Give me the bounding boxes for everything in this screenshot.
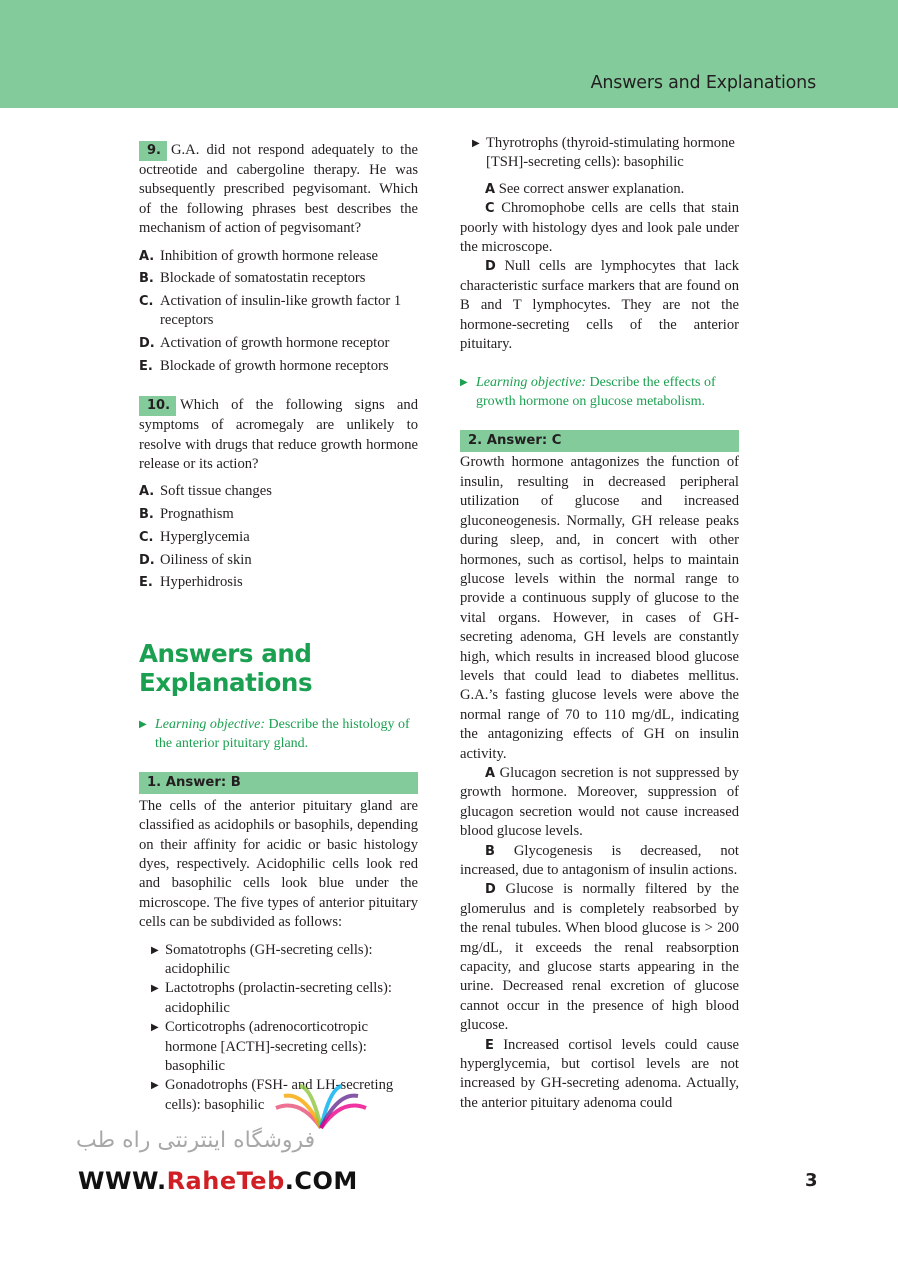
question-9-text: G.A. did not respond adequately to the octreotide and cabergoline therapy. He was subsequently prescribed pegvisomant. Which of the following phrases best describes the mechanism of action of pegvisomant? bbox=[139, 142, 418, 237]
triangle-bullet-icon: ▶ bbox=[151, 983, 159, 995]
section-title-line-1: Answers and bbox=[139, 638, 312, 668]
explanation-b: B Glycogenesis is decreased, not increased, due to antagonism of insulin actions. bbox=[460, 842, 739, 878]
answer-2-paragraph: Growth hormone antagonizes the function of insulin, resulting in decreased peripheral utilization of glucose and increased gluconeogenesis. Normally, GH release peaks during sleep, and, in concert with other hormones, such as cortisol, helps to maintain glucose levels within the normal range to provide a continuous supply of glucose to the vital organs. However, in cases of GH-secreting adenoma, GH levels are constantly high, which results in increased blood glucose levels that could lead to diabetes mellitus. G.A.’s fasting glucose levels were above the normal range of 70 to 110 mg/dL, indicating the antagonizing effects of GH on insulin activity. bbox=[460, 454, 739, 762]
triangle-bullet-icon: ▶ bbox=[151, 1022, 159, 1034]
option-item: D. Oiliness of skin bbox=[139, 551, 252, 568]
explanation-a: A Glucagon secretion is not suppressed by growth hormone. Moreover, suppression of glucagon secretion would not cause increased blood glucose levels. bbox=[460, 764, 739, 840]
question-9-options bbox=[139, 247, 418, 377]
triangle-bullet-icon: ▶ bbox=[139, 718, 147, 730]
list-item: ▶ Lactotrophs (prolactin-secreting cells): acidophilic bbox=[151, 980, 392, 1016]
question-9-number: 9. bbox=[139, 141, 167, 161]
left-column bbox=[139, 141, 418, 1115]
right-column bbox=[460, 134, 739, 1113]
list-item: ▶ Corticotrophs (adrenocorticotropic hormone [ACTH]-secreting cells): basophilic bbox=[151, 1019, 369, 1074]
question-9 bbox=[139, 141, 418, 239]
running-header-title: Answers and Explanations bbox=[590, 73, 816, 93]
option-item: A. Inhibition of growth hormone release bbox=[139, 247, 379, 264]
question-10 bbox=[139, 396, 418, 474]
watermark-persian-text: فروشگاه اینترنتی راه طب bbox=[76, 1128, 316, 1153]
explanation-d: D Glucose is normally filtered by the glomerulus and is completely reabsorbed by the renal tubules. When blood glucose is > 200 mg/dL, it exceeds the renal reabsorption capacity, and glucose starts appearing in the urine. Decreased renal excretion of glucose cannot occur in the presence of high blood glucose. bbox=[460, 881, 739, 1034]
learning-objective-text: Describe the effects of growth hormone on glucose metabolism. bbox=[476, 375, 716, 410]
page-number: 3 bbox=[805, 1170, 818, 1191]
option-item: C. Hyperglycemia bbox=[139, 528, 250, 545]
option-item: B. Prognathism bbox=[139, 506, 234, 523]
option-item: A. Soft tissue changes bbox=[139, 483, 272, 500]
answer-1-bar: 1. Answer: B bbox=[139, 772, 418, 794]
option-item: E. Hyperhidrosis bbox=[139, 574, 243, 591]
answer-1-bullets-continued bbox=[460, 134, 739, 173]
learning-objective-label: Learning objective: bbox=[476, 375, 587, 391]
question-9-stem bbox=[139, 141, 418, 239]
learning-objective-2 bbox=[460, 373, 739, 411]
triangle-bullet-icon: ▶ bbox=[472, 138, 480, 149]
learning-objective-label: Learning objective: bbox=[155, 716, 266, 732]
watermark-url: WWW.RaheTeb.COM bbox=[78, 1167, 358, 1195]
learning-objective-1 bbox=[139, 715, 418, 753]
triangle-bullet-icon: ▶ bbox=[460, 377, 468, 389]
question-10-options bbox=[139, 482, 418, 592]
section-heading bbox=[139, 639, 418, 697]
explanation-e: E Increased cortisol levels could cause hyperglycemia, but cortisol levels are not increased by GH-secreting adenoma. Actually, the anterior pituitary adenoma could bbox=[460, 1036, 739, 1111]
question-10-number: 10. bbox=[139, 396, 176, 416]
answer-2-bar: 2. Answer: C bbox=[460, 430, 739, 452]
triangle-bullet-icon: ▶ bbox=[151, 944, 159, 956]
triangle-bullet-icon: ▶ bbox=[151, 1080, 159, 1092]
section-title-line-2: Explanations bbox=[139, 667, 313, 697]
explanation-c: C Chromophobe cells are cells that stain poorly with histology dyes and look pale under the microscope. bbox=[460, 200, 739, 256]
question-10-stem bbox=[139, 396, 418, 474]
page-header-band bbox=[0, 0, 898, 108]
option-item: C. Activation of insulin-like growth factor 1 receptors bbox=[139, 293, 402, 329]
list-item: ▶ Gonadotrophs (FSH- and LH-secreting cells): basophilic bbox=[151, 1077, 394, 1113]
option-item: D. Activation of growth hormone receptor bbox=[139, 335, 390, 352]
option-item: B. Blockade of somatostatin receptors bbox=[139, 270, 366, 287]
list-item: ▶ Thyrotrophs (thyroid-stimulating hormone [TSH]-secreting cells): basophilic bbox=[472, 135, 735, 171]
answer-1-paragraph: The cells of the anterior pituitary gland are classified as acidophils or basophils, depending on their affinity for acidic or basic histology dyes, respectively. Acidophilic cells look red and basophilic cells look blue under the microscope. The five types of anterior pituitary cells can be subdivided as follows: bbox=[139, 797, 418, 931]
question-10-text: Which of the following signs and symptoms of acromegaly are unlikely to resolve with drugs that reduce growth hormone release or its action? bbox=[139, 397, 418, 473]
learning-objective-text: Describe the histology of the anterior pituitary gland. bbox=[155, 716, 410, 751]
list-item: ▶ Somatotrophs (GH-secreting cells): acidophilic bbox=[151, 941, 373, 977]
explanation-a: A See correct answer explanation. bbox=[485, 180, 685, 197]
explanation-d: D Null cells are lymphocytes that lack characteristic surface markers that are found on B and T lymphocytes. They are not the hormone-secreting cells of the anterior pituitary. bbox=[460, 258, 739, 353]
option-item: E. Blockade of growth hormone receptors bbox=[139, 357, 389, 374]
